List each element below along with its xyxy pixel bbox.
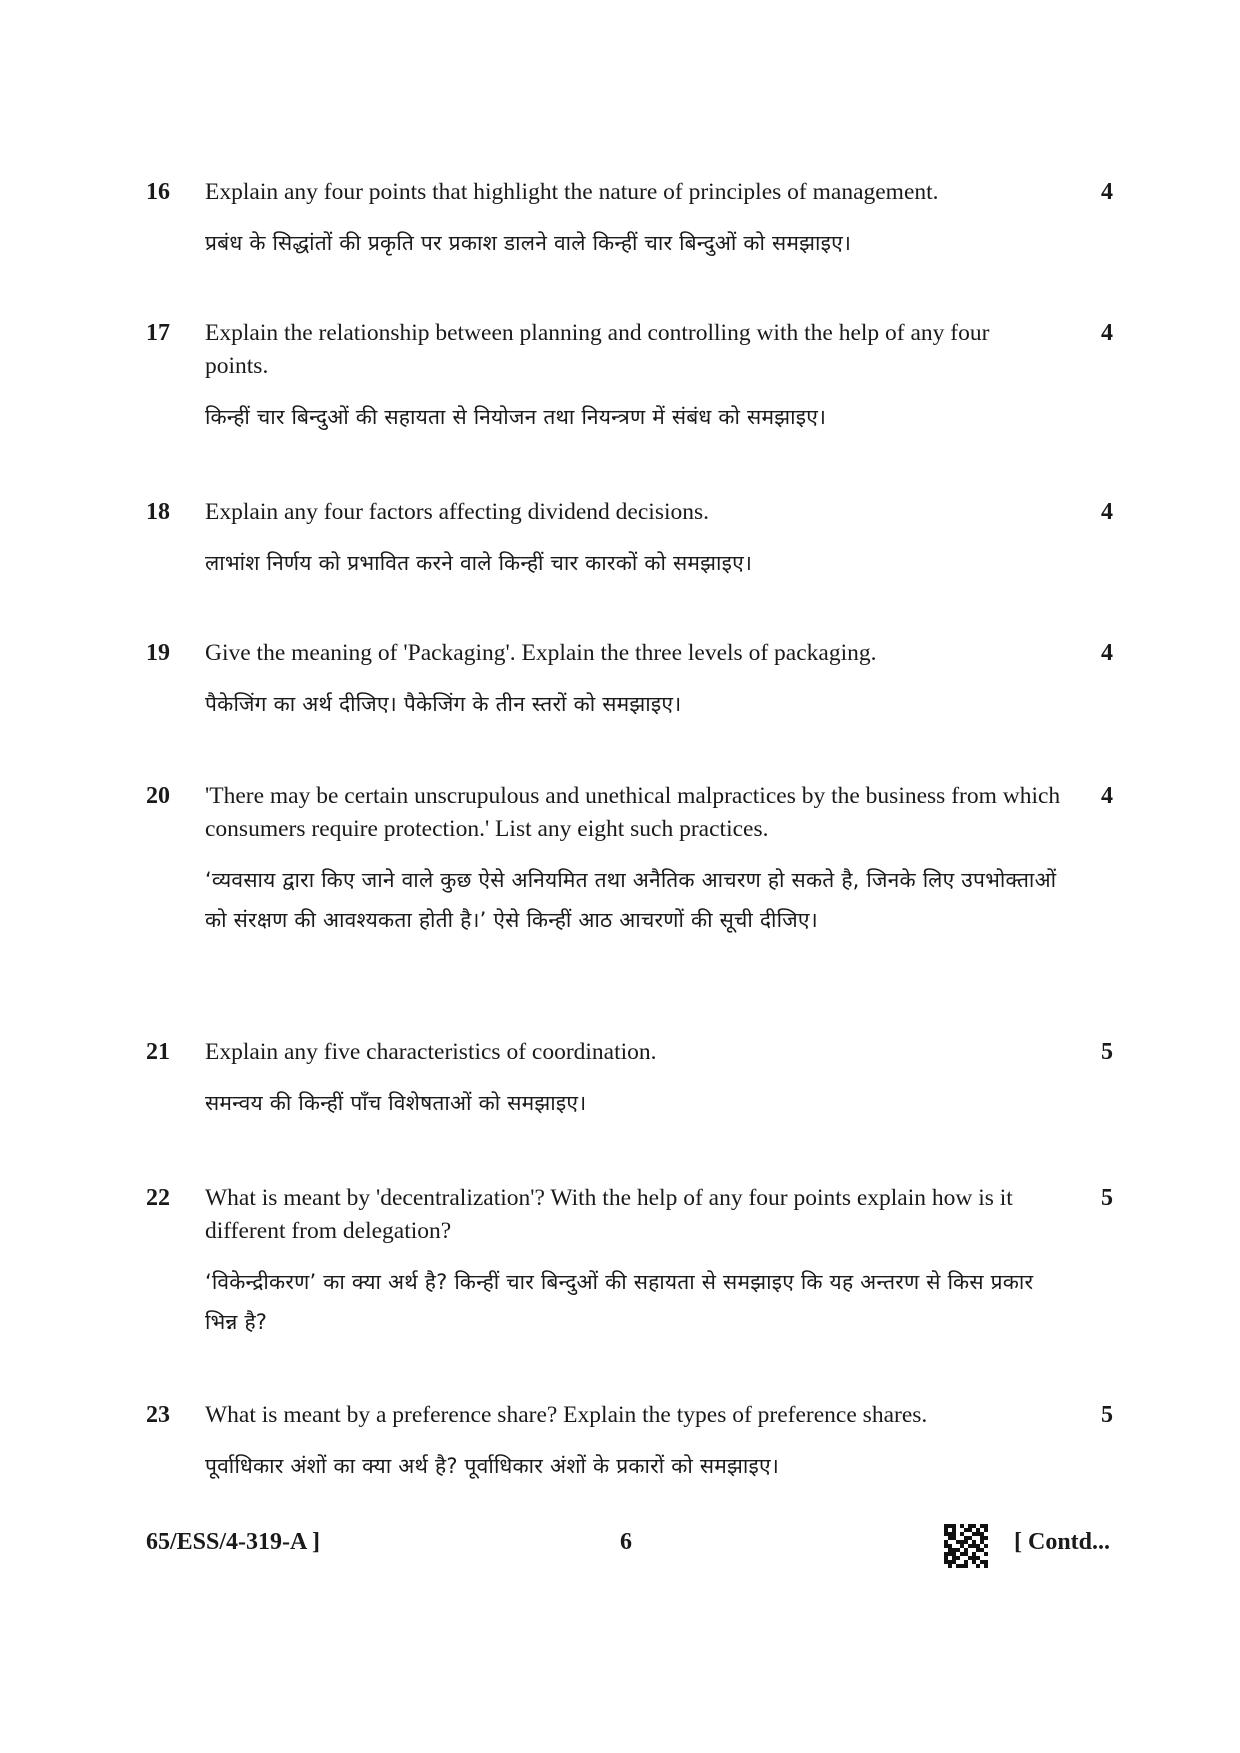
question-text-hindi: ‘व्यवसाय द्वारा किए जाने वाले कुछ ऐसे अनियमित तथा अनैतिक आचरण हो सकते है, जिनके लिए उपभोक्ताओं को संरक्षण की आवश्यकता होती है।’ ऐसे किन्हीं आठ आचरणों की सूची दीजिए। [205, 868, 1057, 932]
question-marks: 5 [1101, 1402, 1113, 1428]
question-number: 18 [146, 499, 170, 525]
question-number: 20 [146, 783, 170, 809]
question-marks: 5 [1101, 1039, 1113, 1065]
question-marks: 4 [1101, 179, 1113, 205]
question-body [205, 176, 1075, 263]
qr-code-icon [944, 1524, 988, 1568]
question-body [205, 317, 1075, 437]
paper-code: 65/ESS/4-319-A ] [146, 1529, 321, 1555]
question-text-english: Explain any four points that highlight the nature of principles of management. [205, 179, 939, 205]
question-marks: 4 [1101, 499, 1113, 525]
question-number: 16 [146, 179, 170, 205]
question-number: 19 [146, 640, 170, 666]
question-number: 17 [146, 320, 170, 346]
question-number: 21 [146, 1039, 170, 1065]
question-body [205, 1399, 1075, 1486]
question-text-hindi: किन्हीं चार बिन्दुओं की सहायता से नियोजन तथा नियन्त्रण में संबंध को समझाइए। [205, 405, 827, 429]
question-marks: 4 [1101, 320, 1113, 346]
question-text-hindi: ‘विकेन्द्रीकरण’ का क्या अर्थ है? किन्हीं चार बिन्दुओं की सहायता से समझाइए कि यह अन्तरण से किस प्रकार भिन्न है? [205, 1270, 1034, 1334]
question-text-english: Explain the relationship between planning and controlling with the help of any four points. [205, 320, 990, 379]
question-text-hindi: लाभांश निर्णय को प्रभावित करने वाले किन्हीं चार कारकों को समझाइए। [205, 551, 753, 575]
question-body [205, 780, 1075, 940]
question-body [205, 1036, 1075, 1123]
question-text-hindi: पैकेजिंग का अर्थ दीजिए। पैकेजिंग के तीन स्तरों को समझाइए। [205, 692, 682, 716]
question-marks: 5 [1101, 1185, 1113, 1211]
page-number: 6 [620, 1529, 632, 1555]
page-footer [0, 1524, 1240, 1564]
question-text-hindi: प्रबंध के सिद्धांतों की प्रकृति पर प्रकाश डालने वाले किन्हीं चार बिन्दुओं को समझाइए। [205, 231, 852, 255]
question-body [205, 637, 1075, 724]
question-marks: 4 [1101, 783, 1113, 809]
question-body [205, 496, 1075, 583]
question-text-english: Explain any five characteristics of coordination. [205, 1039, 657, 1065]
question-number: 22 [146, 1185, 170, 1211]
question-body [205, 1182, 1075, 1342]
question-text-hindi: समन्वय की किन्हीं पाँच विशेषताओं को समझाइए। [205, 1091, 587, 1115]
question-text-english: What is meant by a preference share? Explain the types of preference shares. [205, 1402, 928, 1428]
question-text-hindi: पूर्वाधिकार अंशों का क्या अर्थ है? पूर्वाधिकार अंशों के प्रकारों को समझाइए। [205, 1454, 780, 1478]
question-text-english: Explain any four factors affecting dividend decisions. [205, 499, 710, 525]
question-text-english: 'There may be certain unscrupulous and unethical malpractices by the business from which consumers require protection.' List any eight such practices. [205, 783, 1061, 842]
continued-label: [ Contd... [1014, 1529, 1111, 1555]
question-text-english: What is meant by 'decentralization'? With the help of any four points explain how is it different from delegation? [205, 1185, 1013, 1244]
question-text-english: Give the meaning of 'Packaging'. Explain the three levels of packaging. [205, 640, 877, 666]
question-marks: 4 [1101, 640, 1113, 666]
question-number: 23 [146, 1402, 170, 1428]
